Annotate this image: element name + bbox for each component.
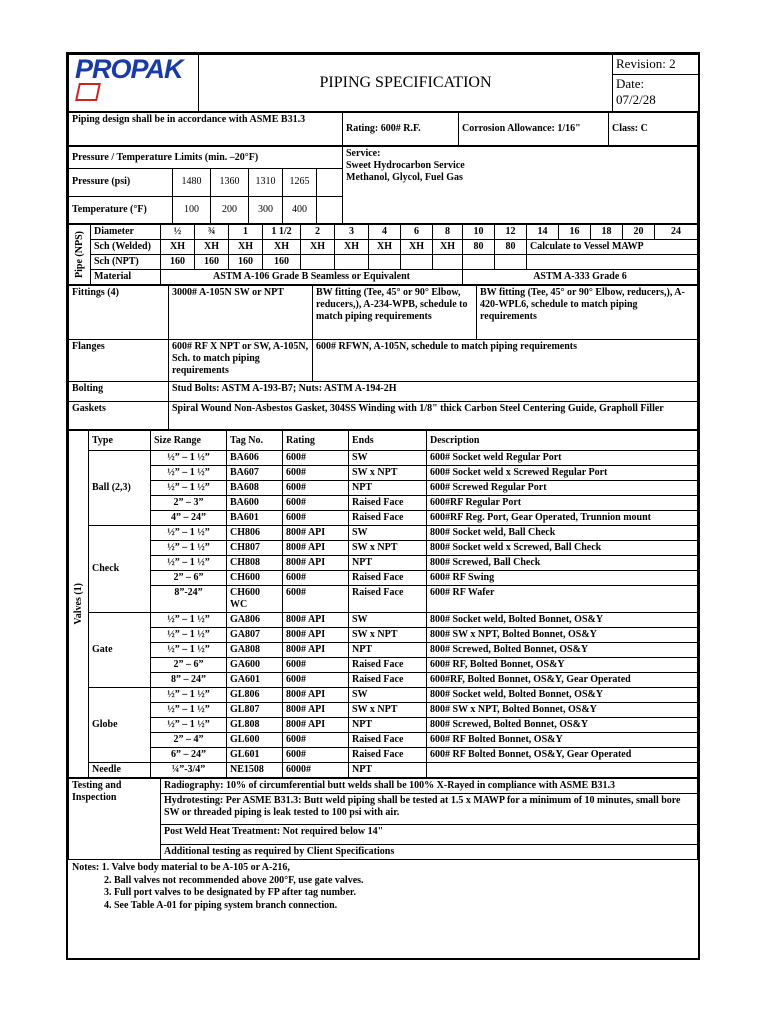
valve-tag: BA600 xyxy=(227,496,283,511)
pipe-side-label xyxy=(69,225,91,285)
valve-rating: 800# API xyxy=(283,526,349,541)
valve-ends: Raised Face xyxy=(349,511,427,526)
date-value: 07/2/28 xyxy=(616,92,656,108)
valve-tag: GA600 xyxy=(227,658,283,673)
diameter: 20 xyxy=(623,225,655,240)
diameter: 2 xyxy=(301,225,335,240)
notes xyxy=(68,860,698,914)
sch-welded: XH xyxy=(301,240,335,255)
valve-row xyxy=(69,718,698,733)
valve-tag: BA608 xyxy=(227,481,283,496)
valve-rating: 600# xyxy=(283,586,349,613)
valve-tag: GA808 xyxy=(227,643,283,658)
valve-size: ½” – 1 ½” xyxy=(151,688,227,703)
valve-ends: NPT xyxy=(349,481,427,496)
valve-ends: SW xyxy=(349,613,427,628)
valve-row xyxy=(69,526,698,541)
valve-rating: 600# xyxy=(283,748,349,763)
valve-row xyxy=(69,511,698,526)
sch-npt: 160 xyxy=(229,255,263,270)
valve-header: Ends xyxy=(349,431,427,451)
valve-tag: CH600 xyxy=(227,571,283,586)
valve-ends: NPT xyxy=(349,718,427,733)
valve-description: 800# SW x NPT, Bolted Bonnet, OS&Y xyxy=(427,703,698,718)
blank-cell xyxy=(301,255,335,270)
valve-ends: Raised Face xyxy=(349,586,427,613)
temperature-value: 100 xyxy=(173,196,211,224)
valve-size: ½” – 1 ½” xyxy=(151,703,227,718)
blank-cell xyxy=(495,255,527,270)
fittings-b: BW fitting (Tee, 45° or 90° Elbow, reducers,), A-234-WPB, schedule to match piping requirements xyxy=(313,286,477,340)
valve-ends: Raised Face xyxy=(349,658,427,673)
valve-description: 600#RF Regular Port xyxy=(427,496,698,511)
flanges-label: Flanges xyxy=(69,340,169,382)
rating: Rating: 600# R.F. xyxy=(343,113,459,146)
valve-ends: SW x NPT xyxy=(349,541,427,556)
page-title: PIPING SPECIFICATION xyxy=(199,55,613,112)
sch-welded: XH xyxy=(433,240,463,255)
valve-rating: 800# API xyxy=(283,718,349,733)
valve-size: ¼”-3/4” xyxy=(151,763,227,778)
valve-row xyxy=(69,703,698,718)
temperature-value: 400 xyxy=(283,196,317,224)
valve-description: 800# Screwed, Ball Check xyxy=(427,556,698,571)
valve-rating: 800# API xyxy=(283,643,349,658)
valve-description: 800# Socket weld, Bolted Bonnet, OS&Y xyxy=(427,613,698,628)
valve-row xyxy=(69,556,698,571)
diameter: 12 xyxy=(495,225,527,240)
sch-welded: 80 xyxy=(463,240,495,255)
flanges-a: 600# RF X NPT or SW, A-105N, Sch. to match piping requirements xyxy=(169,340,313,382)
valve-tag: GL601 xyxy=(227,748,283,763)
valve-rating: 600# xyxy=(283,673,349,688)
valve-type: Check xyxy=(89,526,151,613)
valve-description: 600#RF, Bolted Bonnet, OS&Y, Gear Operated xyxy=(427,673,698,688)
sch-welded: XH xyxy=(195,240,229,255)
diameter: 16 xyxy=(559,225,591,240)
valve-tag: CH808 xyxy=(227,556,283,571)
valve-description: 600#RF Reg. Port, Gear Operated, Trunnion mount xyxy=(427,511,698,526)
temperature-value: 200 xyxy=(211,196,249,224)
valve-row xyxy=(69,763,698,778)
valve-row xyxy=(69,733,698,748)
corrosion-allowance: Corrosion Allowance: 1/16" xyxy=(459,113,609,146)
blank-cell xyxy=(433,255,463,270)
valve-header: Type xyxy=(89,431,151,451)
diameter: 6 xyxy=(401,225,433,240)
note-line: Notes: 1. Valve body material to be A-105 or A-216, xyxy=(72,862,290,873)
valve-tag: CH806 xyxy=(227,526,283,541)
valve-ends: SW xyxy=(349,688,427,703)
valve-tag: BA607 xyxy=(227,466,283,481)
revision: Revision: 2 xyxy=(613,55,699,75)
valve-size: ½” – 1 ½” xyxy=(151,451,227,466)
logo-mark-icon xyxy=(75,83,101,101)
valve-size: 8” – 24” xyxy=(151,673,227,688)
valve-row xyxy=(69,586,698,613)
valve-rating: 600# xyxy=(283,481,349,496)
diameter: 3 xyxy=(335,225,369,240)
design-code: Piping design shall be in accordance with ASME B31.3 xyxy=(69,113,343,146)
valve-size: ½” – 1 ½” xyxy=(151,541,227,556)
temperature-value: 300 xyxy=(249,196,283,224)
blank-cell xyxy=(335,255,369,270)
limits-heading: Pressure / Temperature Limits (min. –20°F) xyxy=(69,147,343,169)
testing-item: Post Weld Heat Treatment: Not required below 14" xyxy=(161,825,698,845)
valve-tag: BA606 xyxy=(227,451,283,466)
valve-rating: 800# API xyxy=(283,541,349,556)
valve-rating: 600# xyxy=(283,733,349,748)
valve-ends: NPT xyxy=(349,556,427,571)
valve-size: ½” – 1 ½” xyxy=(151,613,227,628)
valve-size: 2” – 4” xyxy=(151,733,227,748)
valve-description: 600# RF Bolted Bonnet, OS&Y, Gear Operated xyxy=(427,748,698,763)
note-line: 2. Ball valves not recommended above 200°F, use gate valves. xyxy=(104,874,364,886)
valve-rating: 800# API xyxy=(283,556,349,571)
class: Class: C xyxy=(609,113,698,146)
testing-label: Testing and Inspection xyxy=(69,779,161,860)
pressure-label: Pressure (psi) xyxy=(69,169,173,197)
valve-ends: SW xyxy=(349,451,427,466)
valve-row xyxy=(69,571,698,586)
note-line: 4. See Table A-01 for piping system branch connection. xyxy=(104,899,338,911)
valve-ends: SW x NPT xyxy=(349,466,427,481)
valve-tag: GA806 xyxy=(227,613,283,628)
valve-size: 4” – 24” xyxy=(151,511,227,526)
valve-ends: NPT xyxy=(349,763,427,778)
valve-rating: 800# API xyxy=(283,688,349,703)
valve-row xyxy=(69,466,698,481)
blank-cell xyxy=(463,255,495,270)
components-table xyxy=(68,285,698,430)
valve-description: 800# Socket weld x Screwed, Ball Check xyxy=(427,541,698,556)
valve-row xyxy=(69,451,698,466)
spec-sheet xyxy=(66,52,700,960)
valve-ends: Raised Face xyxy=(349,673,427,688)
valve-description: 600# RF, Bolted Bonnet, OS&Y xyxy=(427,658,698,673)
valve-description: 800# Socket weld, Ball Check xyxy=(427,526,698,541)
pipe-table xyxy=(68,224,698,285)
blank-cell xyxy=(317,196,343,224)
valve-rating: 800# API xyxy=(283,628,349,643)
valve-tag: GL806 xyxy=(227,688,283,703)
valve-tag: CH600 WC xyxy=(227,586,283,613)
sch-welded-note: Calculate to Vessel MAWP xyxy=(527,240,698,255)
date-cell xyxy=(613,75,699,112)
valve-size: ½” – 1 ½” xyxy=(151,481,227,496)
valve-row xyxy=(69,613,698,628)
valve-description: 800# SW x NPT, Bolted Bonnet, OS&Y xyxy=(427,628,698,643)
valve-description: 600# Socket weld Regular Port xyxy=(427,451,698,466)
sch-welded: 80 xyxy=(495,240,527,255)
temperature-label: Temperature (°F) xyxy=(69,196,173,224)
valve-rating: 600# xyxy=(283,511,349,526)
logo-text: PROPAK xyxy=(75,54,183,84)
valve-rating: 600# xyxy=(283,451,349,466)
valve-size: 2” – 6” xyxy=(151,658,227,673)
testing-item: Hydrotesting: Per ASME B31.3: Butt weld piping shall be tested at 1.5 x MAWP for a minimum of 10 minutes, small bore SW or threaded piping is leak tested to 100 psi with air. xyxy=(161,794,698,825)
valve-description: 600# Screwed Regular Port xyxy=(427,481,698,496)
valve-rating: 600# xyxy=(283,571,349,586)
valve-description: 800# Screwed, Bolted Bonnet, OS&Y xyxy=(427,718,698,733)
service: Service: Sweet Hydrocarbon Service Methanol, Glycol, Fuel Gas xyxy=(343,147,698,224)
valve-description: 800# Screwed, Bolted Bonnet, OS&Y xyxy=(427,643,698,658)
valve-ends: Raised Face xyxy=(349,733,427,748)
valve-size: ½” – 1 ½” xyxy=(151,643,227,658)
valve-size: ½” – 1 ½” xyxy=(151,556,227,571)
diameter: 24 xyxy=(655,225,698,240)
sch-npt: 160 xyxy=(195,255,229,270)
valve-ends: SW x NPT xyxy=(349,628,427,643)
valve-header: Size Range xyxy=(151,431,227,451)
valves-side-label-text: Valves (1) xyxy=(72,583,84,625)
valve-row xyxy=(69,673,698,688)
material-a: ASTM A-106 Grade B Seamless or Equivalent xyxy=(161,270,463,285)
date-label: Date: xyxy=(616,76,645,92)
logo xyxy=(69,55,199,112)
valve-type: Ball (2,3) xyxy=(89,451,151,526)
valve-tag: BA601 xyxy=(227,511,283,526)
diameter: 10 xyxy=(463,225,495,240)
valve-rating: 800# API xyxy=(283,703,349,718)
valve-row xyxy=(69,658,698,673)
blank-cell xyxy=(317,169,343,197)
testing-table xyxy=(68,778,698,860)
valve-rating: 800# API xyxy=(283,613,349,628)
blank-cell xyxy=(401,255,433,270)
bolting-text: Stud Bolts: ASTM A-193-B7; Nuts: ASTM A-194-2H xyxy=(169,382,698,402)
valve-rating: 6000# xyxy=(283,763,349,778)
valve-description: 600# RF Swing xyxy=(427,571,698,586)
valve-tag: GL807 xyxy=(227,703,283,718)
sch-welded: XH xyxy=(335,240,369,255)
sch-welded-label: Sch (Welded) xyxy=(91,240,161,255)
valves-table xyxy=(68,430,698,778)
note-line: 3. Full port valves to be designated by FP after tag number. xyxy=(104,887,356,898)
valve-ends: SW xyxy=(349,526,427,541)
valve-ends: Raised Face xyxy=(349,571,427,586)
sch-npt: 160 xyxy=(263,255,301,270)
valve-description: 600# RF Wafer xyxy=(427,586,698,613)
valve-tag: GL600 xyxy=(227,733,283,748)
pipe-side-label-text: Pipe (NPS) xyxy=(73,231,85,278)
valve-row xyxy=(69,628,698,643)
diameter: 8 xyxy=(433,225,463,240)
valve-row xyxy=(69,748,698,763)
valve-type: Globe xyxy=(89,688,151,763)
valve-size: ½” – 1 ½” xyxy=(151,526,227,541)
testing-item: Additional testing as required by Client Specifications xyxy=(161,845,698,860)
pressure-value: 1360 xyxy=(211,169,249,197)
diameter: 1 1/2 xyxy=(263,225,301,240)
sch-welded: XH xyxy=(161,240,195,255)
diameter: 4 xyxy=(369,225,401,240)
valve-size: 2” – 3” xyxy=(151,496,227,511)
valve-row xyxy=(69,643,698,658)
valve-size: 2” – 6” xyxy=(151,571,227,586)
valve-size: ½” – 1 ½” xyxy=(151,628,227,643)
valve-rating: 600# xyxy=(283,466,349,481)
limits-table xyxy=(68,146,698,224)
header-table xyxy=(68,54,699,112)
valve-description: 800# Socket weld, Bolted Bonnet, OS&Y xyxy=(427,688,698,703)
valve-row xyxy=(69,541,698,556)
valve-row xyxy=(69,688,698,703)
sch-welded: XH xyxy=(229,240,263,255)
diameter: ½ xyxy=(161,225,195,240)
valve-tag: GL808 xyxy=(227,718,283,733)
diameter: 18 xyxy=(591,225,623,240)
blank-cell xyxy=(527,255,698,270)
valve-row xyxy=(69,496,698,511)
valve-description xyxy=(427,763,698,778)
flanges-b: 600# RFWN, A-105N, schedule to match piping requirements xyxy=(313,340,698,382)
valve-header: Rating xyxy=(283,431,349,451)
sch-welded: XH xyxy=(369,240,401,255)
valve-size: 8”-24” xyxy=(151,586,227,613)
valve-tag: CH807 xyxy=(227,541,283,556)
valve-description: 600# Socket weld x Screwed Regular Port xyxy=(427,466,698,481)
valves-side-label xyxy=(69,431,89,778)
valve-rating: 600# xyxy=(283,658,349,673)
pressure-value: 1265 xyxy=(283,169,317,197)
diameter: ¾ xyxy=(195,225,229,240)
blank-cell xyxy=(369,255,401,270)
diameter: 14 xyxy=(527,225,559,240)
gaskets-label: Gaskets xyxy=(69,402,169,430)
bolting-label: Bolting xyxy=(69,382,169,402)
sch-npt: 160 xyxy=(161,255,195,270)
valve-rating: 600# xyxy=(283,496,349,511)
gaskets-text: Spiral Wound Non-Asbestos Gasket, 304SS Winding with 1/8" thick Carbon Steel Centering Guide, Grapholl Filler xyxy=(169,402,698,430)
valve-header: Description xyxy=(427,431,698,451)
valve-ends: SW x NPT xyxy=(349,703,427,718)
valve-description: 600# RF Bolted Bonnet, OS&Y xyxy=(427,733,698,748)
pressure-value: 1310 xyxy=(249,169,283,197)
material-b: ASTM A-333 Grade 6 xyxy=(463,270,698,285)
valve-ends: NPT xyxy=(349,643,427,658)
diameter: 1 xyxy=(229,225,263,240)
valve-size: ½” – 1 ½” xyxy=(151,466,227,481)
valve-type: Gate xyxy=(89,613,151,688)
valve-header: Tag No. xyxy=(227,431,283,451)
valve-tag: NE1508 xyxy=(227,763,283,778)
sch-welded: XH xyxy=(263,240,301,255)
fittings-c: BW fitting (Tee, 45° or 90° Elbow, reducers,), A-420-WPL6, schedule to match piping requirements xyxy=(477,286,698,340)
diameter-label: Diameter xyxy=(91,225,161,240)
fittings-a: 3000# A-105N SW or NPT xyxy=(169,286,313,340)
valve-type: Needle xyxy=(89,763,151,778)
material-label: Material xyxy=(91,270,161,285)
valve-tag: GA601 xyxy=(227,673,283,688)
valve-size: ½” – 1 ½” xyxy=(151,718,227,733)
sch-npt-label: Sch (NPT) xyxy=(91,255,161,270)
valve-ends: Raised Face xyxy=(349,496,427,511)
fittings-label: Fittings (4) xyxy=(69,286,169,340)
valve-row xyxy=(69,481,698,496)
valve-size: 6” – 24” xyxy=(151,748,227,763)
testing-item: Radiography: 10% of circumferential butt welds shall be 100% X-Rayed in compliance with ASME B31.3 xyxy=(161,779,698,794)
valve-tag: GA807 xyxy=(227,628,283,643)
sch-welded: XH xyxy=(401,240,433,255)
pressure-value: 1480 xyxy=(173,169,211,197)
valve-ends: Raised Face xyxy=(349,748,427,763)
design-row xyxy=(68,112,698,146)
